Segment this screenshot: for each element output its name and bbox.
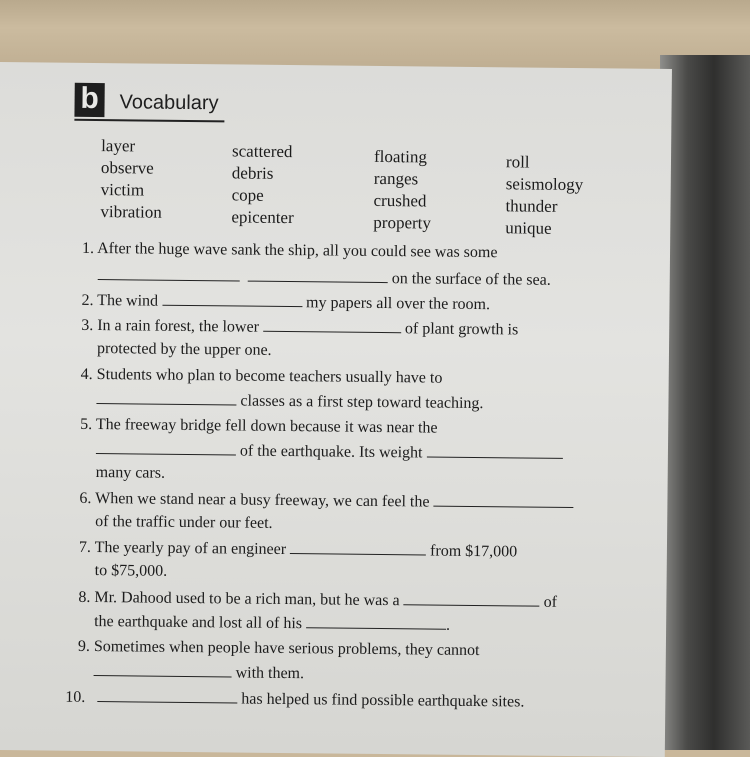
question-text: the earthquake and lost all of his <box>94 613 303 633</box>
word-bank-word: roll <box>505 152 530 172</box>
question-number: 4. <box>80 365 93 383</box>
question-text: on the surface of the sea. <box>391 270 551 289</box>
question-text: The wind <box>97 292 159 310</box>
question-8 <box>78 587 557 613</box>
question-4-line-2 <box>96 389 483 414</box>
question-text: my papers all over the room. <box>306 294 491 314</box>
question-7 <box>79 537 517 563</box>
answer-blank[interactable] <box>162 291 302 307</box>
question-number: 2. <box>81 291 94 309</box>
question-number: 7. <box>78 538 92 556</box>
answer-blank[interactable] <box>306 613 446 629</box>
question-text: protected by the upper one. <box>96 340 272 359</box>
answer-blank[interactable] <box>263 317 401 333</box>
question-number: 5. <box>80 415 93 433</box>
question-3-line-2 <box>97 339 272 361</box>
question-text: When we stand near a busy freeway, we can feel the <box>95 490 430 511</box>
question-text: of the traffic under our feet. <box>95 513 273 532</box>
word-bank-word: cope <box>231 185 264 205</box>
question-1 <box>82 239 498 263</box>
word-bank-column-1 <box>100 135 162 224</box>
worksheet-page <box>0 62 672 757</box>
word-bank-word: unique <box>505 218 552 238</box>
question-number: 9. <box>77 637 90 655</box>
answer-blank[interactable] <box>426 442 562 458</box>
question-4 <box>81 365 443 389</box>
question-number: 8. <box>78 588 91 606</box>
section-badge: b <box>74 83 104 117</box>
word-bank-word: crushed <box>373 190 427 211</box>
section-title: Vocabulary <box>119 91 219 115</box>
word-bank-word: ranges <box>373 168 419 189</box>
question-9 <box>78 637 480 661</box>
word-bank-word: thunder <box>505 196 558 216</box>
word-bank-word: victim <box>100 180 145 200</box>
word-bank-word: floating <box>373 146 428 167</box>
word-bank-word: vibration <box>100 202 162 222</box>
question-text: of the earthquake. Its weight <box>239 442 423 462</box>
question-text: of plant growth is <box>404 320 519 339</box>
word-bank-column-2 <box>231 140 294 229</box>
word-bank-column-4 <box>505 151 583 240</box>
word-bank-word: seismology <box>505 174 584 195</box>
question-text: classes as a first step toward teaching. <box>240 392 484 413</box>
word-bank-word: observe <box>100 158 154 178</box>
word-bank-word: property <box>373 212 432 233</box>
word-bank-word: debris <box>231 163 274 183</box>
answer-blank[interactable] <box>96 439 236 455</box>
question-text: Sometimes when people have serious problems, they cannot <box>93 638 480 660</box>
question-text: has helped us find possible earthquake sites. <box>241 690 525 711</box>
question-9-line-2 <box>94 661 305 684</box>
question-6 <box>79 488 573 514</box>
word-bank-column-3 <box>373 146 432 235</box>
word-bank-word: layer <box>101 136 136 156</box>
question-2 <box>81 290 490 315</box>
question-5-line-2 <box>96 439 563 465</box>
question-text: with them. <box>235 664 305 683</box>
table-surface <box>0 0 750 70</box>
answer-blank[interactable] <box>98 265 240 281</box>
question-text: Mr. Dahood used to be a rich man, but he was a <box>94 589 400 610</box>
question-6-line-2 <box>95 512 273 534</box>
question-text: In a rain forest, the lower <box>97 317 260 336</box>
answer-blank[interactable] <box>94 661 232 677</box>
question-5 <box>80 415 438 439</box>
question-number: 3. <box>81 316 94 334</box>
question-text: . <box>445 616 451 634</box>
question-text: many cars. <box>95 464 166 482</box>
question-text: The freeway bridge fell down because it was near the <box>95 416 438 437</box>
answer-blank[interactable] <box>433 492 573 508</box>
question-number: 6. <box>79 489 92 507</box>
question-text: After the huge wave sank the ship, all you could see was some <box>97 240 498 262</box>
question-5-line-3 <box>96 463 166 484</box>
answer-blank[interactable] <box>96 389 236 405</box>
book-gutter <box>660 55 750 750</box>
question-text: of <box>543 593 558 611</box>
question-8-line-2 <box>94 611 450 636</box>
word-bank-word: scattered <box>231 141 293 162</box>
question-number: 10. <box>65 688 86 706</box>
word-bank-word: epicenter <box>231 207 294 228</box>
answer-blank[interactable] <box>97 687 237 703</box>
title-underline <box>74 119 224 123</box>
question-text: from $17,000 <box>430 542 518 561</box>
question-number: 1. <box>81 239 95 257</box>
question-10 <box>65 687 524 713</box>
answer-blank[interactable] <box>290 539 426 555</box>
answer-blank[interactable] <box>248 267 388 283</box>
question-text: The yearly pay of an engineer <box>94 539 287 559</box>
question-7-line-2 <box>95 561 168 582</box>
question-1-line-2 <box>98 265 551 291</box>
question-3 <box>81 315 518 341</box>
question-text: to $75,000. <box>94 562 168 580</box>
answer-blank[interactable] <box>404 590 540 606</box>
question-text: Students who plan to become teachers usually have to <box>96 366 443 387</box>
